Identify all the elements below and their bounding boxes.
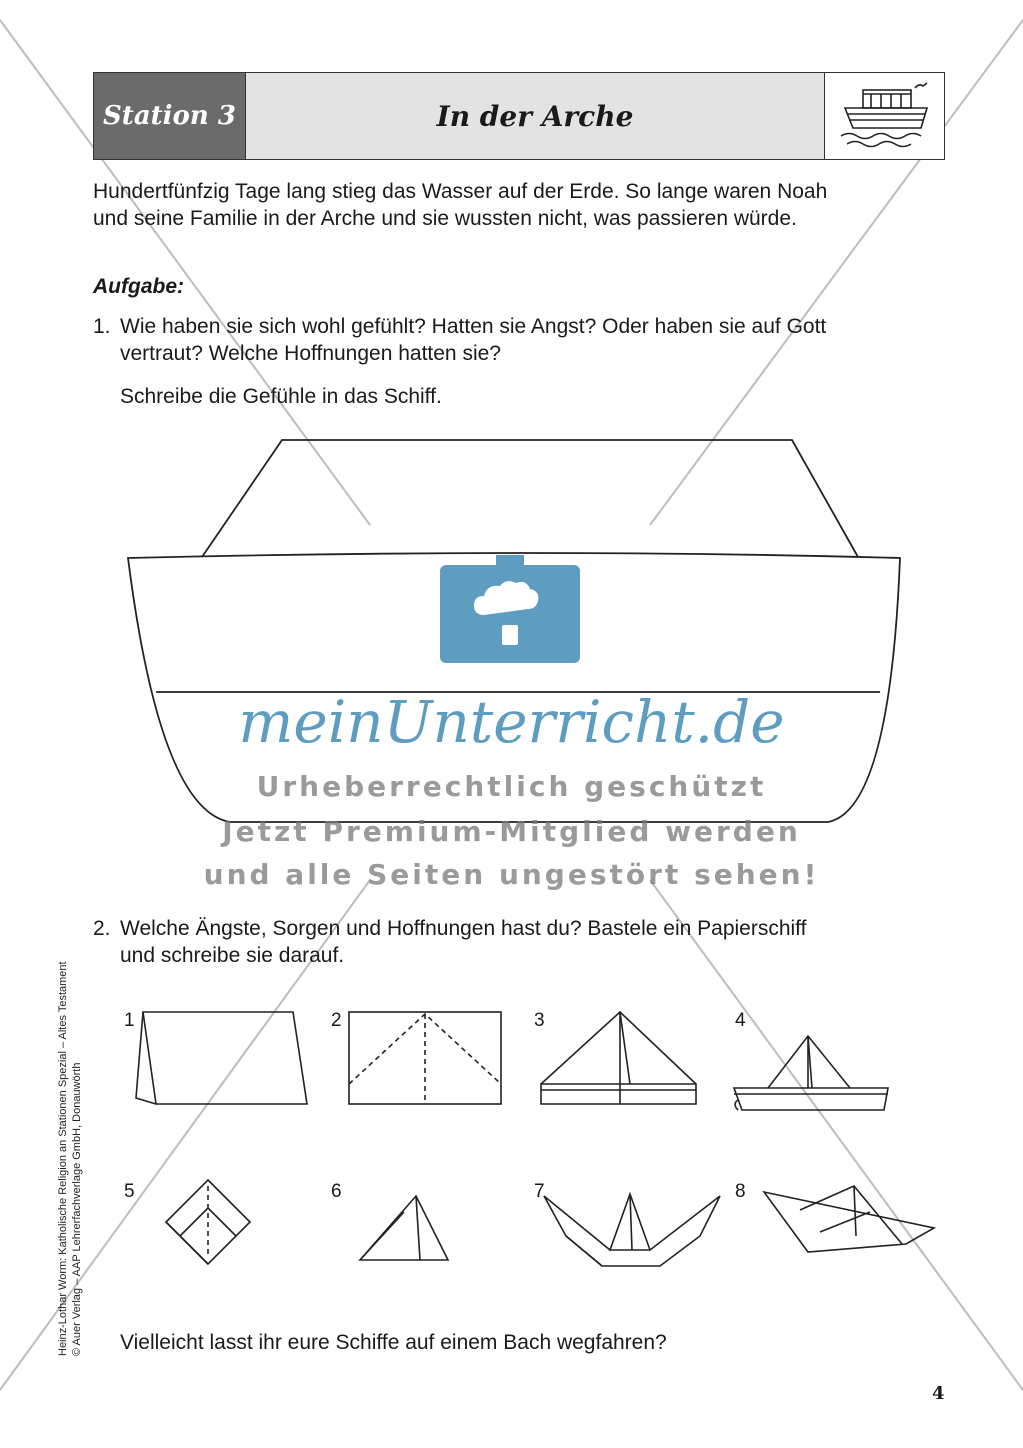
intro-text: [93, 178, 953, 232]
task2-line-2: und schreibe sie darauf.: [120, 944, 345, 967]
footer-line-2: © Auer Verlag – AAP Lehrerfachverlage GmbH, Donauwörth: [71, 1062, 83, 1356]
fold-step-7-icon: [544, 1194, 720, 1266]
step-number-8: 8: [735, 1181, 746, 1202]
fold-step-4-icon: [734, 1036, 888, 1110]
intro-line-2: und seine Familie in der Arche und sie wussten nicht, was passieren würde.: [93, 207, 797, 230]
closing-question: Vielleicht lasst ihr eure Schiffe auf einem Bach wegfahren?: [120, 1331, 667, 1354]
task1-line-1: Wie haben sie sich wohl gefühlt? Hatten sie Angst? Oder haben sie auf Gott: [120, 315, 827, 338]
step-number-5: 5: [124, 1181, 135, 1202]
step-number-2: 2: [331, 1010, 342, 1031]
copyright-footer: [56, 896, 84, 1356]
briefcase-logo-icon: [440, 555, 580, 665]
fold-step-2-icon: [349, 1012, 501, 1104]
fold-step-5-icon: [166, 1180, 250, 1264]
step-number-3: 3: [534, 1010, 545, 1031]
watermark-line-2: Jetzt Premium-Mitglied werden: [222, 815, 801, 848]
folding-steps-diagram: [0, 1000, 1023, 1300]
fold-step-8-icon: [764, 1186, 934, 1252]
page-number: 4: [932, 1383, 945, 1404]
step-number-4: 4: [735, 1010, 746, 1031]
step-number-6: 6: [331, 1181, 342, 1202]
watermark-brand: meinUnterricht.de: [238, 688, 785, 756]
ark-icon-cell: [825, 73, 944, 159]
task1-number: 1.: [93, 315, 111, 338]
task2-number: 2.: [93, 917, 111, 940]
footer-line-1: Heinz-Lothar Worm: Katholische Religion an Stationen Spezial – Altes Testament: [57, 961, 69, 1356]
task1-line-2: vertraut? Welche Hoffnungen hatten sie?: [120, 342, 501, 365]
watermark-line-3: und alle Seiten ungestört sehen!: [203, 858, 820, 891]
fold-step-6-icon: [360, 1196, 448, 1260]
ark-icon: [835, 80, 935, 152]
step-number-1: 1: [124, 1010, 135, 1031]
task2-text: [120, 915, 950, 969]
fold-step-1-icon: [136, 1012, 307, 1104]
station-header: [93, 72, 945, 160]
intro-line-1: Hundertfünfzig Tage lang stieg das Wasser auf der Erde. So lange waren Noah: [93, 180, 828, 203]
task1-instruction: Schreibe die Gefühle in das Schiff.: [120, 385, 442, 408]
watermark-line-1: Urheberrechtlich geschützt: [256, 770, 767, 803]
station-label: Station 3: [94, 73, 245, 159]
task2-line-1: Welche Ängste, Sorgen und Hoffnungen hast du? Bastele ein Papierschiff: [120, 917, 807, 940]
task-heading: Aufgabe:: [93, 275, 184, 298]
step-number-7: 7: [534, 1181, 545, 1202]
page-title: In der Arche: [245, 73, 825, 159]
task1-text: [120, 313, 950, 367]
fold-step-3-icon: [541, 1012, 696, 1104]
